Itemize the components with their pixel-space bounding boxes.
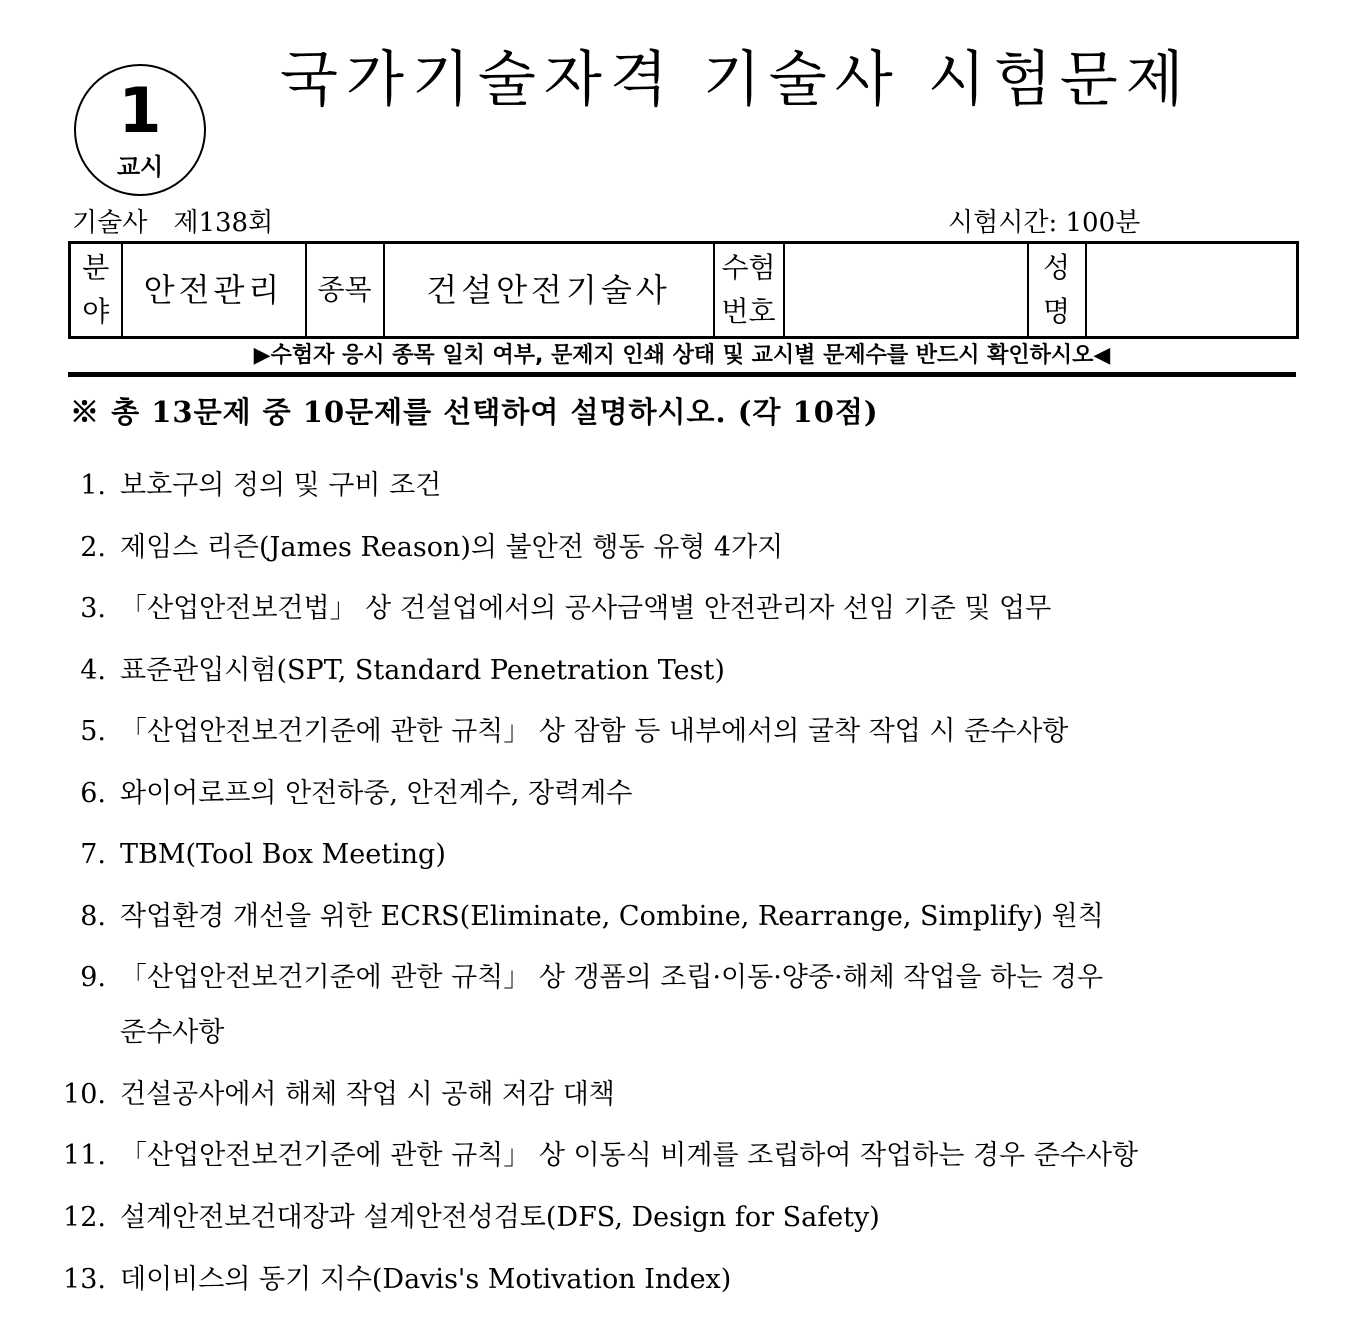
question-item: 4. 표준관입시험(SPT, Standard Penetration Test) <box>80 655 725 686</box>
question-item: 8. 작업환경 개선을 위한 ECRS(Eliminate, Combine, Rearrange, Simplify) 원칙 <box>80 901 1104 932</box>
exam-number-label: 수험 번호 <box>714 243 784 338</box>
question-item: 11. 「산업안전보건기준에 관한 규칙」 상 이동식 비계를 조립하여 작업하는 경우 준수사항 <box>63 1140 1139 1171</box>
question-item: 2. 제임스 리즌(James Reason)의 불안전 행동 유형 4가지 <box>80 532 784 563</box>
item-label: 종목 <box>306 243 384 338</box>
exam-round: 제138회 <box>173 208 274 238</box>
question-item-continuation: 준수사항 <box>120 1017 225 1048</box>
page-title: 국가기술자격 기술사 시험문제 <box>280 45 1192 115</box>
item-value: 건설안전기술사 <box>384 243 714 338</box>
question-item: 13. 데이비스의 동기 지수(Davis's Motivation Index) <box>63 1264 732 1295</box>
period-badge <box>74 64 206 196</box>
question-item: 10. 건설공사에서 해체 작업 시 공해 저감 대책 <box>63 1079 615 1110</box>
question-item: 6. 와이어로프의 안전하중, 안전계수, 장력계수 <box>80 778 633 809</box>
exam-category: 기술사 <box>72 208 148 238</box>
question-item: 1. 보호구의 정의 및 구비 조건 <box>80 470 442 501</box>
field-label: 분 야 <box>70 243 122 338</box>
notice-text: ▶수험자 응시 종목 일치 여부, 문제지 인쇄 상태 및 교시별 문제수를 반드시 확인하시오◀ <box>253 343 1111 368</box>
question-item: 12. 설계안전보건대장과 설계안전성검토(DFS, Design for Safety) <box>63 1202 880 1233</box>
field-value: 안전관리 <box>122 243 306 338</box>
exam-number-field[interactable] <box>784 243 1028 338</box>
question-item: 3. 「산업안전보건법」 상 건설업에서의 공사금액별 안전관리자 선임 기준 및 업무 <box>80 593 1052 624</box>
name-label: 성 명 <box>1028 243 1086 338</box>
question-item: 9. 「산업안전보건기준에 관한 규칙」 상 갱폼의 조립·이동·양중·해체 작업을 하는 경우 <box>80 962 1104 993</box>
name-field[interactable] <box>1086 243 1298 338</box>
instruction-text: ※ 총 13문제 중 10문제를 선택하여 설명하시오. (각 10점) <box>70 395 879 429</box>
question-item: 5. 「산업안전보건기준에 관한 규칙」 상 잠함 등 내부에서의 굴착 작업 시 준수사항 <box>80 716 1069 747</box>
period-label: 교시 <box>116 153 164 181</box>
period-number: 1 <box>118 74 162 147</box>
exam-info-table <box>68 241 1299 339</box>
question-item: 7. TBM(Tool Box Meeting) <box>80 839 446 870</box>
exam-time: 시험시간: 100분 <box>948 208 1141 238</box>
divider <box>68 372 1296 377</box>
exam-category-line <box>72 206 273 240</box>
